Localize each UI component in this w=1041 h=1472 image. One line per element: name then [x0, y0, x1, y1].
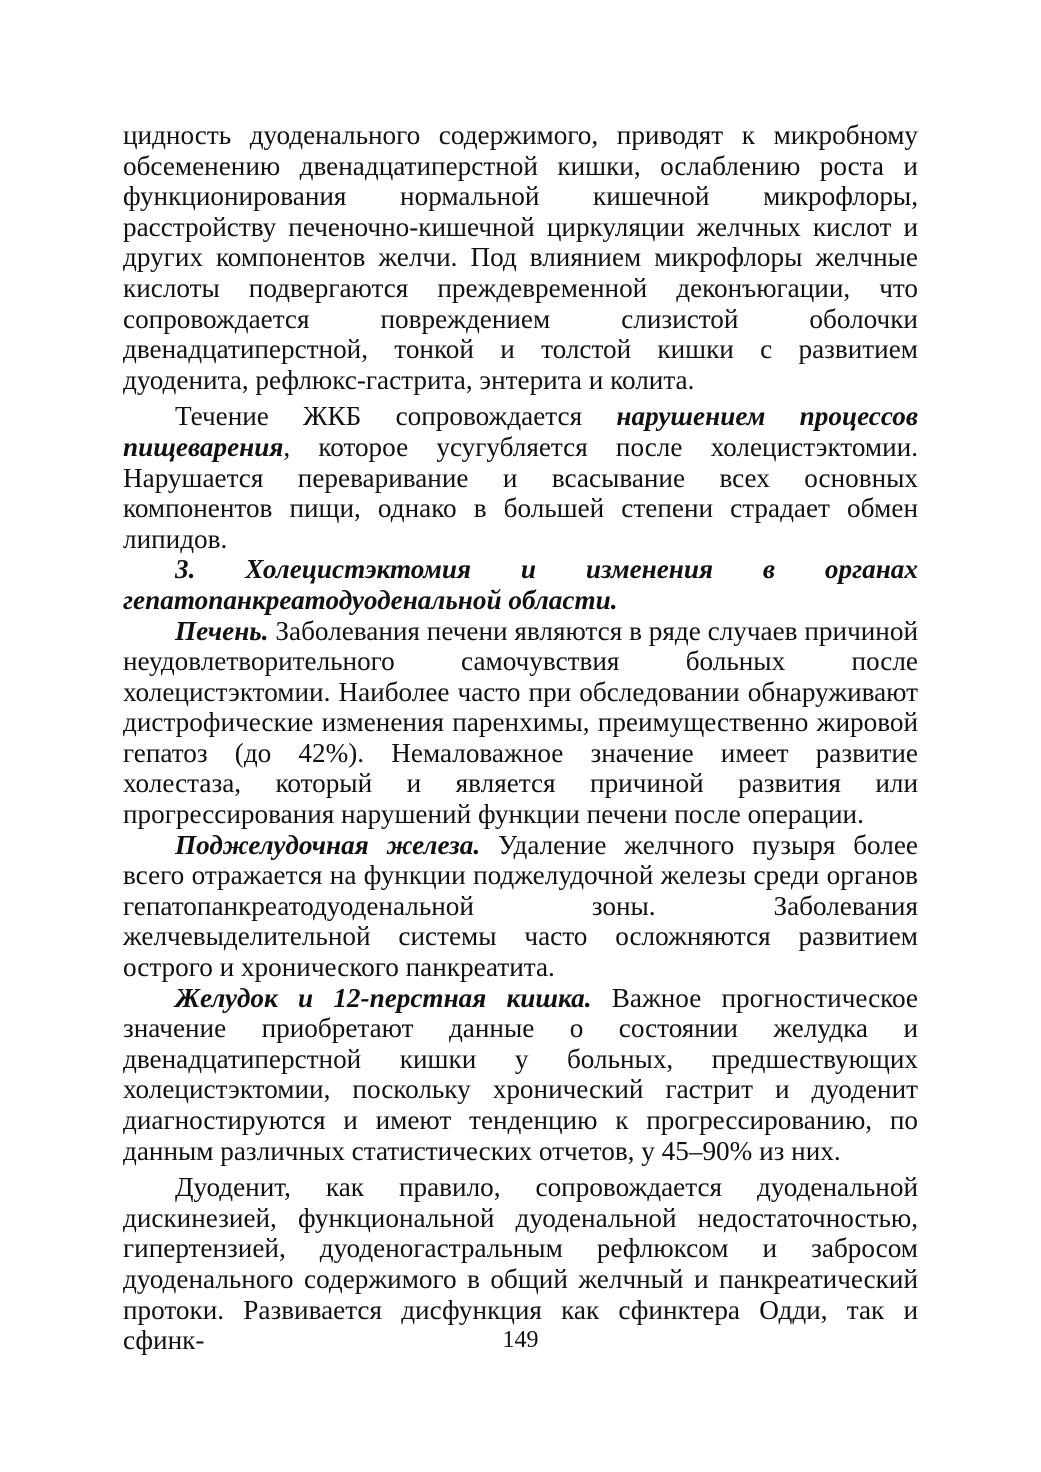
- section-heading: 3. Холецистэктомия и изменения в органах гепатопанкреатодуоденальной области.: [123, 554, 918, 615]
- paragraph-duodenitis: Дуоденит, как правило, сопровождается дуоденальной дискинезией, функциональной дуоденальной недостаточностью, гипертензией, дуоденогастральным рефлюксом и забросом дуоденального содержимого в общий желчный и панкреатический протоки. Развивается дисфункция как сфинктера Одди, так и сфинк-: [123, 1172, 918, 1356]
- paragraph-pancreas: [123, 830, 918, 983]
- paragraph-stomach-text: Важное прогностическое значение приобретают данные о состоянии желудка и двенадцатиперстной кишки у больных, предшествующих холецистэктомии, поскольку хронический гастрит и дуоденит диагностируются и имеют тенденцию к прогрессированию, по данным различных статистических отчетов, у 45–90% из них.: [123, 982, 918, 1166]
- page-number: 149: [502, 1327, 539, 1353]
- paragraph-1: цидность дуоденального содержимого, приводят к микробному обсеменению двенадцатиперстной кишки, ослаблению роста и функционирования нормальной кишечной микрофлоры, расстройству печеночно-кишечной циркуляции желчных кислот и других компонентов желчи. Под влиянием микрофлоры желчные кислоты подвергаются преждевременной деконъюгации, что сопровождается повреждением слизистой оболочки двенадцатиперстной, тонкой и толстой кишки с развитием дуоденита, рефлюкс-гастрита, энтерита и колита.: [123, 120, 918, 395]
- paragraph-liver: [123, 616, 918, 830]
- paragraph-2-emphasis: нарушением процессов пищеварения: [123, 401, 918, 462]
- paragraph-stomach-title: Желудок и 12-перстная кишка.: [175, 982, 592, 1013]
- paragraph-2: [123, 401, 918, 554]
- paragraph-liver-title: Печень.: [175, 615, 269, 646]
- paragraph-pancreas-title: Поджелудочная железа.: [175, 829, 481, 860]
- page-body: [123, 120, 918, 1356]
- paragraph-pancreas-text: Удаление желчного пузыря более всего отражается на функции поджелудочной железы среди органов гепатопанкреатодуоденальной зоны. Заболевания желчевыделительной системы часто осложняются развитием острого и хронического панкреатита.: [123, 829, 918, 983]
- paragraph-2-rest: , которое усугубляется после холецистэктомии. Нарушается переваривание и всасывание всех основных компонентов пищи, однако в большей степени страдает обмен липидов.: [123, 431, 918, 554]
- paragraph-2-start: Течение ЖКБ сопровождается: [175, 401, 617, 432]
- paragraph-liver-text: Заболевания печени являются в ряде случаев причиной неудовлетворительного самочувствия больных после холецистэктомии. Наиболее часто при обследовании обнаруживают дистрофические изменения паренхимы, преимущественно жировой гепатоз (до 42%). Немаловажное значение имеет развитие холестаза, который и является причиной развития или прогрессирования нарушений функции печени после операции.: [123, 615, 918, 830]
- paragraph-stomach: [123, 983, 918, 1167]
